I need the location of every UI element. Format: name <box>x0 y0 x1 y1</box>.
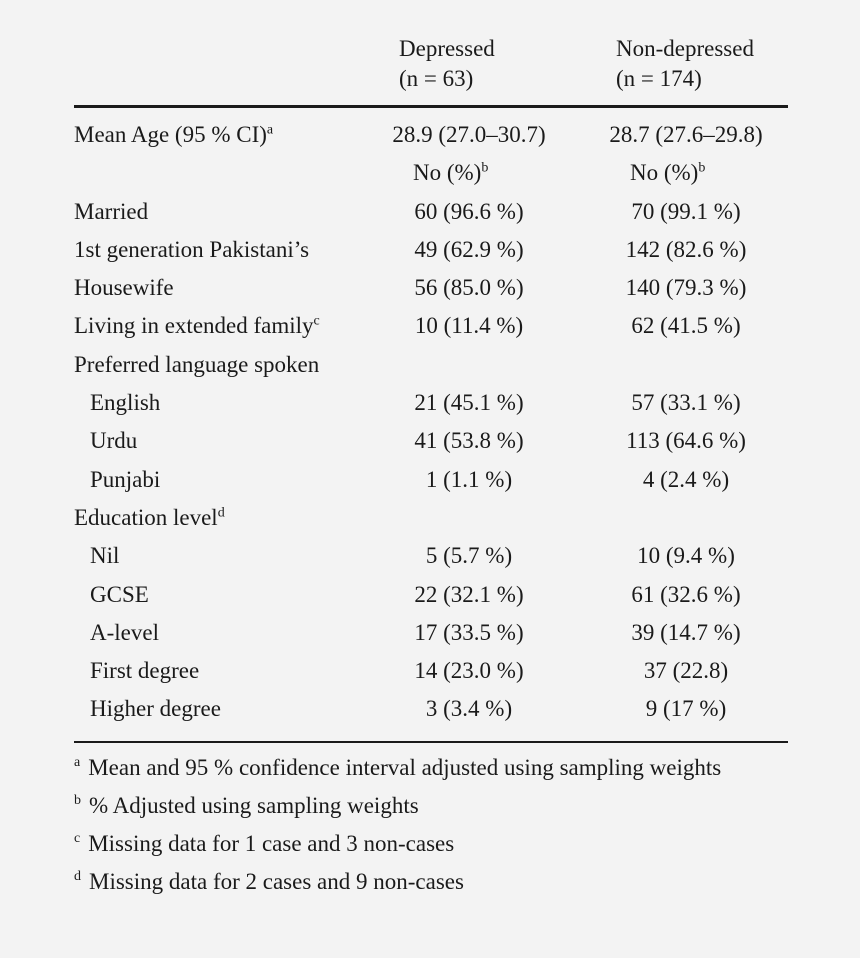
cell-depressed: 21 (45.1 %) <box>414 390 524 416</box>
row-label <box>90 465 160 495</box>
table-header <box>74 34 788 100</box>
footnote-b <box>74 791 788 821</box>
footnote-mark: b <box>74 793 81 809</box>
column-n-depressed: (n = 63) <box>399 66 474 91</box>
footnote-text: Missing data for 2 cases and 9 non-cases <box>89 868 464 894</box>
table-row-mean-age <box>74 120 788 158</box>
table-row <box>74 388 788 426</box>
footnote-a <box>74 753 788 783</box>
column-title-depressed: Depressed <box>399 36 495 61</box>
table-row <box>74 350 788 388</box>
row-label-text: First degree <box>90 658 200 684</box>
row-label-text: Housewife <box>74 275 174 301</box>
cell-depressed: 10 (11.4 %) <box>414 313 524 339</box>
footnote-mark: d <box>74 869 81 885</box>
row-label-text: Higher degree <box>90 696 221 722</box>
row-label-text: English <box>90 390 161 416</box>
table-row <box>74 656 788 694</box>
footnote-text: Missing data for 1 case and 3 non-cases <box>88 830 455 856</box>
row-label <box>74 273 174 303</box>
footnote-mark: c <box>313 313 320 329</box>
subheader-text: No (%) <box>630 160 699 186</box>
row-label-text: Preferred language spoken <box>74 351 320 377</box>
table-row <box>74 694 788 732</box>
cell-depressed: 28.9 (27.0–30.7) <box>392 122 546 147</box>
cell-non-depressed: 62 (41.5 %) <box>631 313 741 339</box>
column-header-depressed <box>399 34 495 94</box>
column-header-non-depressed <box>616 34 754 94</box>
table-row <box>74 465 788 503</box>
cell-depressed: 56 (85.0 %) <box>414 275 524 301</box>
row-label-text: Nil <box>90 543 120 569</box>
footnote-text: % Adjusted using sampling weights <box>89 792 419 818</box>
footnote-mark: a <box>74 755 81 771</box>
row-label-text: GCSE <box>90 581 149 607</box>
row-label <box>74 311 320 341</box>
row-label-text: Married <box>74 198 149 224</box>
demographics-table <box>74 34 788 905</box>
cell-non-depressed: 142 (82.6 %) <box>625 236 747 262</box>
row-label-text: Punjabi <box>90 466 161 492</box>
table-row <box>74 503 788 541</box>
cell-non-depressed: 4 (2.4 %) <box>642 466 730 492</box>
subheader-text: No (%) <box>413 160 482 186</box>
footnote-mark: c <box>74 831 81 847</box>
row-label-text: Living in extended family <box>74 313 314 339</box>
cell-non-depressed: 57 (33.1 %) <box>631 390 741 416</box>
footnote-d <box>74 867 788 897</box>
row-label <box>90 694 221 724</box>
subheader-depressed <box>413 158 593 188</box>
footnote-mark: b <box>698 160 706 176</box>
row-label <box>74 503 225 533</box>
cell-non-depressed: 140 (79.3 %) <box>625 275 747 301</box>
row-label-text: Education level <box>74 504 218 530</box>
footnote-mark: b <box>481 160 489 176</box>
table-row <box>74 235 788 273</box>
cell-non-depressed: 9 (17 %) <box>645 696 727 722</box>
data-rows <box>74 197 788 733</box>
row-label-text: Urdu <box>90 428 138 454</box>
row-label <box>90 580 149 610</box>
header-rule <box>74 105 788 108</box>
subheader-non-depressed <box>630 158 810 188</box>
cell-depressed: 60 (96.6 %) <box>414 198 524 224</box>
cell-non-depressed: 39 (14.7 %) <box>631 619 741 645</box>
row-label-text: A-level <box>90 619 159 645</box>
row-label <box>90 656 199 686</box>
footnote-text: Mean and 95 % confidence interval adjusted using sampling weights <box>88 754 722 780</box>
table-row <box>74 618 788 656</box>
table-row <box>74 197 788 235</box>
cell-non-depressed: 113 (64.6 %) <box>626 428 746 454</box>
cell-non-depressed: 61 (32.6 %) <box>631 581 741 607</box>
cell-depressed: 3 (3.4 %) <box>425 696 513 722</box>
row-label-text: 1st generation Pakistani’s <box>74 236 310 262</box>
cell-depressed: 22 (32.1 %) <box>414 581 524 607</box>
cell-depressed: 5 (5.7 %) <box>425 543 513 569</box>
row-label <box>74 197 148 227</box>
footnote-c <box>74 829 788 859</box>
row-label <box>90 388 160 418</box>
row-label-text: Mean Age (95 % CI) <box>74 122 267 147</box>
footer-rule <box>74 741 788 743</box>
footnote-mark: a <box>266 122 274 138</box>
cell-non-depressed: 70 (99.1 %) <box>631 198 741 224</box>
row-label <box>74 120 273 150</box>
cell-non-depressed: 10 (9.4 %) <box>637 543 735 569</box>
cell-depressed: 49 (62.9 %) <box>414 236 524 262</box>
table-body <box>74 120 788 733</box>
column-n-non-depressed: (n = 174) <box>616 66 702 91</box>
row-label <box>74 235 309 265</box>
cell-depressed: 17 (33.5 %) <box>414 619 524 645</box>
row-label <box>90 618 159 648</box>
cell-depressed: 14 (23.0 %) <box>414 658 524 684</box>
cell-non-depressed: 37 (22.8) <box>643 658 729 684</box>
footnote-mark: d <box>217 505 225 521</box>
cell-non-depressed: 28.7 (27.6–29.8) <box>609 122 763 147</box>
footnotes <box>74 753 788 897</box>
row-label <box>90 426 137 456</box>
table-row <box>74 426 788 464</box>
table-row <box>74 541 788 579</box>
table-row-subheader <box>74 158 788 196</box>
table-row <box>74 273 788 311</box>
table-row <box>74 311 788 349</box>
column-title-non-depressed: Non-depressed <box>616 36 754 61</box>
table-row <box>74 580 788 618</box>
cell-depressed: 41 (53.8 %) <box>414 428 524 454</box>
row-label <box>74 350 319 380</box>
row-label <box>90 541 119 571</box>
cell-depressed: 1 (1.1 %) <box>425 466 513 492</box>
